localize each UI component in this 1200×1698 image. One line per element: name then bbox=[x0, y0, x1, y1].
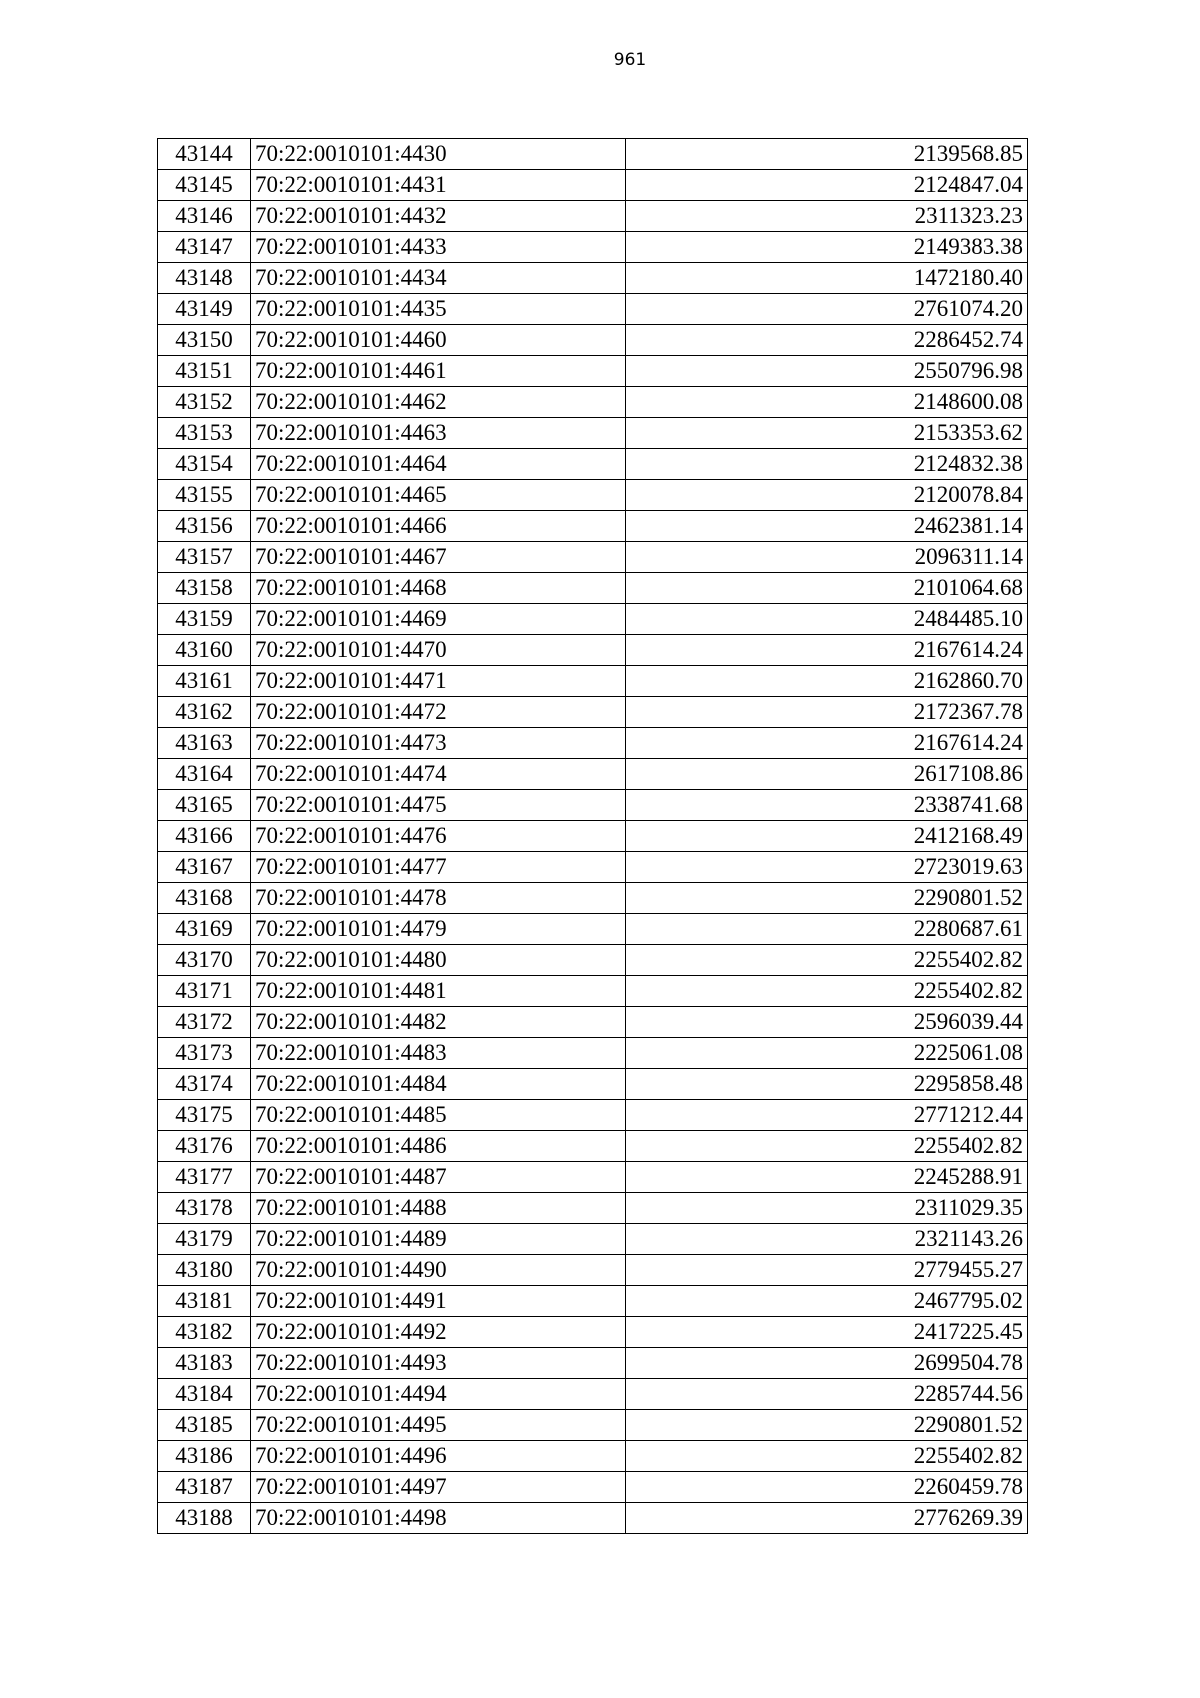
row-number-cell: 43167 bbox=[158, 852, 251, 883]
table-row bbox=[158, 604, 1028, 635]
table-row bbox=[158, 449, 1028, 480]
cadastral-value-cell: 2286452.74 bbox=[626, 325, 1028, 356]
row-number-cell: 43162 bbox=[158, 697, 251, 728]
row-number-cell: 43175 bbox=[158, 1100, 251, 1131]
cadastral-value-cell: 2295858.48 bbox=[626, 1069, 1028, 1100]
table-row bbox=[158, 1472, 1028, 1503]
table-row bbox=[158, 759, 1028, 790]
cadastral-value-cell: 2484485.10 bbox=[626, 604, 1028, 635]
cadastral-number-cell: 70:22:0010101:4497 bbox=[251, 1472, 626, 1503]
table-row bbox=[158, 511, 1028, 542]
cadastral-value-cell: 2260459.78 bbox=[626, 1472, 1028, 1503]
cadastral-number-cell: 70:22:0010101:4471 bbox=[251, 666, 626, 697]
cadastral-number-cell: 70:22:0010101:4431 bbox=[251, 170, 626, 201]
cadastral-value-cell: 2255402.82 bbox=[626, 1131, 1028, 1162]
row-number-cell: 43157 bbox=[158, 542, 251, 573]
table-row bbox=[158, 1162, 1028, 1193]
table-row bbox=[158, 1224, 1028, 1255]
table-row bbox=[158, 697, 1028, 728]
row-number-cell: 43165 bbox=[158, 790, 251, 821]
row-number-cell: 43185 bbox=[158, 1410, 251, 1441]
row-number-cell: 43173 bbox=[158, 1038, 251, 1069]
cadastral-value-cell: 2255402.82 bbox=[626, 976, 1028, 1007]
row-number-cell: 43144 bbox=[158, 139, 251, 170]
cadastral-number-cell: 70:22:0010101:4461 bbox=[251, 356, 626, 387]
cadastral-value-cell: 2149383.38 bbox=[626, 232, 1028, 263]
table-row bbox=[158, 573, 1028, 604]
cadastral-number-cell: 70:22:0010101:4435 bbox=[251, 294, 626, 325]
table-row bbox=[158, 294, 1028, 325]
cadastral-number-cell: 70:22:0010101:4474 bbox=[251, 759, 626, 790]
row-number-cell: 43158 bbox=[158, 573, 251, 604]
cadastral-value-cell: 2596039.44 bbox=[626, 1007, 1028, 1038]
cadastral-number-cell: 70:22:0010101:4495 bbox=[251, 1410, 626, 1441]
row-number-cell: 43179 bbox=[158, 1224, 251, 1255]
row-number-cell: 43176 bbox=[158, 1131, 251, 1162]
table-row bbox=[158, 232, 1028, 263]
cadastral-value-cell: 2776269.39 bbox=[626, 1503, 1028, 1534]
cadastral-number-cell: 70:22:0010101:4475 bbox=[251, 790, 626, 821]
table-row bbox=[158, 976, 1028, 1007]
cadastral-number-cell: 70:22:0010101:4478 bbox=[251, 883, 626, 914]
cadastral-number-cell: 70:22:0010101:4496 bbox=[251, 1441, 626, 1472]
cadastral-value-cell: 2699504.78 bbox=[626, 1348, 1028, 1379]
row-number-cell: 43174 bbox=[158, 1069, 251, 1100]
row-number-cell: 43184 bbox=[158, 1379, 251, 1410]
cadastral-number-cell: 70:22:0010101:4483 bbox=[251, 1038, 626, 1069]
table-row bbox=[158, 1069, 1028, 1100]
cadastral-value-cell: 2167614.24 bbox=[626, 635, 1028, 666]
cadastral-value-cell: 2255402.82 bbox=[626, 1441, 1028, 1472]
table-row bbox=[158, 1410, 1028, 1441]
row-number-cell: 43148 bbox=[158, 263, 251, 294]
table-row bbox=[158, 1286, 1028, 1317]
row-number-cell: 43169 bbox=[158, 914, 251, 945]
cadastral-number-cell: 70:22:0010101:4490 bbox=[251, 1255, 626, 1286]
cadastral-value-cell: 2321143.26 bbox=[626, 1224, 1028, 1255]
cadastral-value-cell: 2723019.63 bbox=[626, 852, 1028, 883]
cadastral-number-cell: 70:22:0010101:4498 bbox=[251, 1503, 626, 1534]
table-row bbox=[158, 1007, 1028, 1038]
cadastral-number-cell: 70:22:0010101:4476 bbox=[251, 821, 626, 852]
cadastral-value-cell: 2290801.52 bbox=[626, 883, 1028, 914]
row-number-cell: 43180 bbox=[158, 1255, 251, 1286]
row-number-cell: 43171 bbox=[158, 976, 251, 1007]
row-number-cell: 43183 bbox=[158, 1348, 251, 1379]
row-number-cell: 43159 bbox=[158, 604, 251, 635]
cadastral-number-cell: 70:22:0010101:4477 bbox=[251, 852, 626, 883]
table-row bbox=[158, 1255, 1028, 1286]
cadastral-number-cell: 70:22:0010101:4469 bbox=[251, 604, 626, 635]
table-row bbox=[158, 1131, 1028, 1162]
row-number-cell: 43182 bbox=[158, 1317, 251, 1348]
cadastral-value-cell: 2225061.08 bbox=[626, 1038, 1028, 1069]
cadastral-value-cell: 2148600.08 bbox=[626, 387, 1028, 418]
row-number-cell: 43187 bbox=[158, 1472, 251, 1503]
row-number-cell: 43146 bbox=[158, 201, 251, 232]
table-row bbox=[158, 1193, 1028, 1224]
cadastral-value-cell: 2467795.02 bbox=[626, 1286, 1028, 1317]
table-row bbox=[158, 542, 1028, 573]
table-row bbox=[158, 1379, 1028, 1410]
cadastral-number-cell: 70:22:0010101:4466 bbox=[251, 511, 626, 542]
table-row bbox=[158, 263, 1028, 294]
cadastral-number-cell: 70:22:0010101:4482 bbox=[251, 1007, 626, 1038]
row-number-cell: 43153 bbox=[158, 418, 251, 449]
table-row bbox=[158, 170, 1028, 201]
cadastral-value-cell: 2417225.45 bbox=[626, 1317, 1028, 1348]
row-number-cell: 43149 bbox=[158, 294, 251, 325]
table-row bbox=[158, 666, 1028, 697]
cadastral-value-cell: 2779455.27 bbox=[626, 1255, 1028, 1286]
table-row bbox=[158, 325, 1028, 356]
cadastral-number-cell: 70:22:0010101:4432 bbox=[251, 201, 626, 232]
cadastral-number-cell: 70:22:0010101:4433 bbox=[251, 232, 626, 263]
cadastral-number-cell: 70:22:0010101:4491 bbox=[251, 1286, 626, 1317]
cadastral-value-cell: 2096311.14 bbox=[626, 542, 1028, 573]
cadastral-value-cell: 2153353.62 bbox=[626, 418, 1028, 449]
row-number-cell: 43154 bbox=[158, 449, 251, 480]
row-number-cell: 43188 bbox=[158, 1503, 251, 1534]
table-row bbox=[158, 1503, 1028, 1534]
cadastral-value-cell: 2124847.04 bbox=[626, 170, 1028, 201]
table-row bbox=[158, 945, 1028, 976]
cadastral-value-cell: 2311029.35 bbox=[626, 1193, 1028, 1224]
cadastral-value-cell: 2124832.38 bbox=[626, 449, 1028, 480]
registry-table-body bbox=[158, 139, 1028, 1534]
row-number-cell: 43151 bbox=[158, 356, 251, 387]
cadastral-value-cell: 2245288.91 bbox=[626, 1162, 1028, 1193]
cadastral-number-cell: 70:22:0010101:4430 bbox=[251, 139, 626, 170]
cadastral-value-cell: 2255402.82 bbox=[626, 945, 1028, 976]
row-number-cell: 43186 bbox=[158, 1441, 251, 1472]
cadastral-number-cell: 70:22:0010101:4485 bbox=[251, 1100, 626, 1131]
cadastral-value-cell: 2412168.49 bbox=[626, 821, 1028, 852]
row-number-cell: 43164 bbox=[158, 759, 251, 790]
cadastral-value-cell: 2162860.70 bbox=[626, 666, 1028, 697]
cadastral-value-cell: 1472180.40 bbox=[626, 263, 1028, 294]
cadastral-value-cell: 2771212.44 bbox=[626, 1100, 1028, 1131]
cadastral-number-cell: 70:22:0010101:4486 bbox=[251, 1131, 626, 1162]
row-number-cell: 43155 bbox=[158, 480, 251, 511]
table-row bbox=[158, 1038, 1028, 1069]
cadastral-number-cell: 70:22:0010101:4463 bbox=[251, 418, 626, 449]
cadastral-value-cell: 2290801.52 bbox=[626, 1410, 1028, 1441]
cadastral-number-cell: 70:22:0010101:4493 bbox=[251, 1348, 626, 1379]
cadastral-value-cell: 2311323.23 bbox=[626, 201, 1028, 232]
row-number-cell: 43166 bbox=[158, 821, 251, 852]
cadastral-value-cell: 2172367.78 bbox=[626, 697, 1028, 728]
table-row bbox=[158, 821, 1028, 852]
cadastral-number-cell: 70:22:0010101:4473 bbox=[251, 728, 626, 759]
table-row bbox=[158, 790, 1028, 821]
cadastral-number-cell: 70:22:0010101:4462 bbox=[251, 387, 626, 418]
row-number-cell: 43172 bbox=[158, 1007, 251, 1038]
cadastral-number-cell: 70:22:0010101:4468 bbox=[251, 573, 626, 604]
cadastral-value-cell: 2139568.85 bbox=[626, 139, 1028, 170]
table-row bbox=[158, 1348, 1028, 1379]
cadastral-number-cell: 70:22:0010101:4460 bbox=[251, 325, 626, 356]
registry-table bbox=[157, 138, 1028, 1534]
cadastral-value-cell: 2462381.14 bbox=[626, 511, 1028, 542]
table-row bbox=[158, 201, 1028, 232]
table-row bbox=[158, 387, 1028, 418]
row-number-cell: 43160 bbox=[158, 635, 251, 666]
cadastral-value-cell: 2550796.98 bbox=[626, 356, 1028, 387]
row-number-cell: 43168 bbox=[158, 883, 251, 914]
cadastral-number-cell: 70:22:0010101:4470 bbox=[251, 635, 626, 666]
cadastral-number-cell: 70:22:0010101:4467 bbox=[251, 542, 626, 573]
row-number-cell: 43163 bbox=[158, 728, 251, 759]
table-row bbox=[158, 635, 1028, 666]
cadastral-number-cell: 70:22:0010101:4434 bbox=[251, 263, 626, 294]
row-number-cell: 43170 bbox=[158, 945, 251, 976]
cadastral-number-cell: 70:22:0010101:4472 bbox=[251, 697, 626, 728]
table-row bbox=[158, 883, 1028, 914]
cadastral-number-cell: 70:22:0010101:4492 bbox=[251, 1317, 626, 1348]
cadastral-number-cell: 70:22:0010101:4489 bbox=[251, 1224, 626, 1255]
row-number-cell: 43147 bbox=[158, 232, 251, 263]
cadastral-number-cell: 70:22:0010101:4488 bbox=[251, 1193, 626, 1224]
table-row bbox=[158, 1317, 1028, 1348]
table-row bbox=[158, 139, 1028, 170]
row-number-cell: 43177 bbox=[158, 1162, 251, 1193]
page-number: 961 bbox=[613, 50, 647, 70]
table-row bbox=[158, 1100, 1028, 1131]
cadastral-value-cell: 2280687.61 bbox=[626, 914, 1028, 945]
cadastral-number-cell: 70:22:0010101:4480 bbox=[251, 945, 626, 976]
cadastral-number-cell: 70:22:0010101:4494 bbox=[251, 1379, 626, 1410]
cadastral-value-cell: 2120078.84 bbox=[626, 480, 1028, 511]
cadastral-value-cell: 2338741.68 bbox=[626, 790, 1028, 821]
row-number-cell: 43145 bbox=[158, 170, 251, 201]
table-row bbox=[158, 728, 1028, 759]
cadastral-number-cell: 70:22:0010101:4487 bbox=[251, 1162, 626, 1193]
table-row bbox=[158, 1441, 1028, 1472]
row-number-cell: 43152 bbox=[158, 387, 251, 418]
row-number-cell: 43161 bbox=[158, 666, 251, 697]
cadastral-number-cell: 70:22:0010101:4464 bbox=[251, 449, 626, 480]
table-row bbox=[158, 418, 1028, 449]
cadastral-number-cell: 70:22:0010101:4465 bbox=[251, 480, 626, 511]
cadastral-value-cell: 2285744.56 bbox=[626, 1379, 1028, 1410]
table-row bbox=[158, 914, 1028, 945]
cadastral-number-cell: 70:22:0010101:4484 bbox=[251, 1069, 626, 1100]
cadastral-value-cell: 2167614.24 bbox=[626, 728, 1028, 759]
table-row bbox=[158, 480, 1028, 511]
table-row bbox=[158, 356, 1028, 387]
cadastral-number-cell: 70:22:0010101:4481 bbox=[251, 976, 626, 1007]
table-row bbox=[158, 852, 1028, 883]
cadastral-value-cell: 2617108.86 bbox=[626, 759, 1028, 790]
cadastral-value-cell: 2101064.68 bbox=[626, 573, 1028, 604]
row-number-cell: 43178 bbox=[158, 1193, 251, 1224]
row-number-cell: 43156 bbox=[158, 511, 251, 542]
row-number-cell: 43150 bbox=[158, 325, 251, 356]
row-number-cell: 43181 bbox=[158, 1286, 251, 1317]
cadastral-value-cell: 2761074.20 bbox=[626, 294, 1028, 325]
cadastral-number-cell: 70:22:0010101:4479 bbox=[251, 914, 626, 945]
